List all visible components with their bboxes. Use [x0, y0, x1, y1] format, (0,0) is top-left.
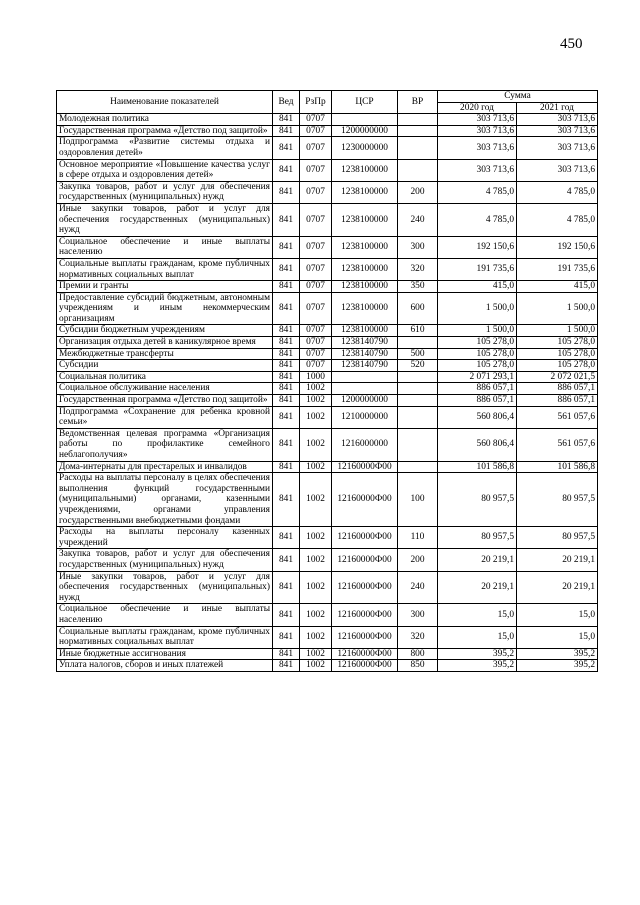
cell-csr: 1200000000	[332, 125, 398, 137]
cell-rzpr: 0707	[300, 292, 332, 325]
cell-name: Иные закупки товаров, работ и услуг для обеспечения государственных (муниципальных) нужд	[57, 571, 273, 604]
budget-table	[56, 90, 598, 672]
header-year-2021: 2021 год	[517, 102, 598, 114]
cell-ved: 841	[273, 159, 300, 181]
table-row	[57, 604, 598, 626]
cell-sum-2020: 20 219,1	[438, 571, 517, 604]
cell-name: Закупка товаров, работ и услуг для обеспечения государственных (муниципальных) нужд	[57, 181, 273, 203]
cell-ved: 841	[273, 473, 300, 527]
cell-sum-2021: 2 072 021,5	[517, 371, 598, 383]
cell-vr: 500	[398, 348, 438, 360]
cell-vr	[398, 395, 438, 407]
cell-sum-2021: 1 500,0	[517, 325, 598, 337]
cell-csr: 12160000Ф00	[332, 549, 398, 571]
cell-name: Подпрограмма «Развитие системы отдыха и оздоровления детей»	[57, 137, 273, 159]
cell-name: Социальные выплаты гражданам, кроме публичных нормативных социальных выплат	[57, 258, 273, 280]
cell-csr: 12160000Ф00	[332, 527, 398, 549]
table-row	[57, 292, 598, 325]
table-row	[57, 648, 598, 660]
table-row	[57, 125, 598, 137]
cell-vr: 200	[398, 181, 438, 203]
cell-name: Субсидии	[57, 360, 273, 372]
cell-vr	[398, 159, 438, 181]
cell-name: Предоставление субсидий бюджетным, автономным учреждениям и иным некоммерческим организациям	[57, 292, 273, 325]
cell-vr: 300	[398, 604, 438, 626]
cell-sum-2020: 105 278,0	[438, 360, 517, 372]
cell-ved: 841	[273, 114, 300, 126]
table-row	[57, 360, 598, 372]
cell-sum-2021: 395,2	[517, 660, 598, 672]
cell-vr: 850	[398, 660, 438, 672]
cell-ved: 841	[273, 461, 300, 473]
cell-sum-2020: 4 785,0	[438, 181, 517, 203]
cell-sum-2020: 303 713,6	[438, 137, 517, 159]
cell-sum-2020: 20 219,1	[438, 549, 517, 571]
table-row	[57, 159, 598, 181]
table-row	[57, 660, 598, 672]
cell-sum-2021: 192 150,6	[517, 236, 598, 258]
cell-rzpr: 0707	[300, 348, 332, 360]
cell-sum-2021: 886 057,1	[517, 383, 598, 395]
cell-name: Закупка товаров, работ и услуг для обеспечения государственных (муниципальных) нужд	[57, 549, 273, 571]
cell-sum-2020: 2 071 293,1	[438, 371, 517, 383]
cell-ved: 841	[273, 292, 300, 325]
cell-ved: 841	[273, 337, 300, 349]
cell-name: Социальное обеспечение и иные выплаты населению	[57, 604, 273, 626]
cell-sum-2021: 80 957,5	[517, 473, 598, 527]
cell-sum-2020: 101 586,8	[438, 461, 517, 473]
table-row	[57, 383, 598, 395]
cell-name: Субсидии бюджетным учреждениям	[57, 325, 273, 337]
cell-sum-2020: 80 957,5	[438, 473, 517, 527]
cell-name: Расходы на выплаты персоналу в целях обеспечения выполнения функций государственными (муниципальными) органами, казенными учреждениями, органами управления государственными внебюджетными фондами	[57, 473, 273, 527]
cell-rzpr: 1002	[300, 571, 332, 604]
cell-name: Расходы на выплаты персоналу казенных учреждений	[57, 527, 273, 549]
cell-name: Социальные выплаты гражданам, кроме публичных нормативных социальных выплат	[57, 626, 273, 648]
cell-sum-2021: 395,2	[517, 648, 598, 660]
cell-csr: 12160000Ф00	[332, 461, 398, 473]
cell-ved: 841	[273, 549, 300, 571]
cell-csr: 12160000Ф00	[332, 571, 398, 604]
table-row	[57, 395, 598, 407]
cell-name: Государственная программа «Детство под защитой»	[57, 395, 273, 407]
table-row	[57, 114, 598, 126]
table-row	[57, 337, 598, 349]
cell-vr	[398, 428, 438, 461]
cell-name: Социальная политика	[57, 371, 273, 383]
cell-rzpr: 1002	[300, 428, 332, 461]
header-sum: Сумма	[438, 91, 598, 103]
cell-sum-2020: 4 785,0	[438, 203, 517, 236]
cell-rzpr: 0707	[300, 281, 332, 293]
cell-csr: 1238100000	[332, 325, 398, 337]
cell-rzpr: 1002	[300, 473, 332, 527]
table-row	[57, 428, 598, 461]
header-csr: ЦСР	[332, 91, 398, 114]
cell-sum-2020: 415,0	[438, 281, 517, 293]
header-ved: Вед	[273, 91, 300, 114]
cell-rzpr: 1002	[300, 383, 332, 395]
cell-rzpr: 1002	[300, 406, 332, 428]
cell-rzpr: 1002	[300, 626, 332, 648]
cell-ved: 841	[273, 383, 300, 395]
cell-sum-2020: 105 278,0	[438, 337, 517, 349]
cell-csr: 12160000Ф00	[332, 604, 398, 626]
cell-csr: 1238100000	[332, 159, 398, 181]
cell-sum-2020: 80 957,5	[438, 527, 517, 549]
cell-vr: 100	[398, 473, 438, 527]
cell-csr: 1238100000	[332, 236, 398, 258]
cell-ved: 841	[273, 660, 300, 672]
cell-name: Государственная программа «Детство под защитой»	[57, 125, 273, 137]
cell-rzpr: 1002	[300, 648, 332, 660]
cell-vr: 110	[398, 527, 438, 549]
cell-ved: 841	[273, 236, 300, 258]
cell-vr	[398, 406, 438, 428]
cell-sum-2021: 191 735,6	[517, 258, 598, 280]
cell-vr: 610	[398, 325, 438, 337]
cell-csr: 1238100000	[332, 181, 398, 203]
cell-csr: 1200000000	[332, 395, 398, 407]
cell-csr: 1238100000	[332, 292, 398, 325]
cell-ved: 841	[273, 395, 300, 407]
cell-sum-2021: 303 713,6	[517, 159, 598, 181]
cell-rzpr: 0707	[300, 159, 332, 181]
header-year-2020: 2020 год	[438, 102, 517, 114]
cell-csr	[332, 371, 398, 383]
cell-sum-2020: 303 713,6	[438, 125, 517, 137]
cell-vr: 350	[398, 281, 438, 293]
cell-sum-2021: 20 219,1	[517, 549, 598, 571]
cell-sum-2021: 105 278,0	[517, 337, 598, 349]
cell-name: Молодежная политика	[57, 114, 273, 126]
cell-sum-2020: 303 713,6	[438, 114, 517, 126]
cell-vr	[398, 461, 438, 473]
cell-csr: 1230000000	[332, 137, 398, 159]
cell-vr: 240	[398, 571, 438, 604]
table-row	[57, 527, 598, 549]
cell-sum-2020: 1 500,0	[438, 292, 517, 325]
cell-vr	[398, 383, 438, 395]
table-row	[57, 181, 598, 203]
cell-rzpr: 1002	[300, 604, 332, 626]
cell-vr	[398, 125, 438, 137]
table-row	[57, 371, 598, 383]
cell-rzpr: 0707	[300, 236, 332, 258]
cell-ved: 841	[273, 203, 300, 236]
cell-sum-2021: 15,0	[517, 604, 598, 626]
header-name: Наименование показателей	[57, 91, 273, 114]
cell-ved: 841	[273, 626, 300, 648]
cell-vr: 200	[398, 549, 438, 571]
cell-sum-2021: 303 713,6	[517, 114, 598, 126]
table-row	[57, 203, 598, 236]
cell-ved: 841	[273, 428, 300, 461]
table-row	[57, 473, 598, 527]
cell-sum-2021: 105 278,0	[517, 360, 598, 372]
cell-sum-2021: 4 785,0	[517, 203, 598, 236]
cell-csr: 12160000Ф00	[332, 660, 398, 672]
table-row	[57, 281, 598, 293]
cell-ved: 841	[273, 604, 300, 626]
cell-ved: 841	[273, 325, 300, 337]
header-rzpr: РзПр	[300, 91, 332, 114]
cell-rzpr: 0707	[300, 360, 332, 372]
cell-rzpr: 1002	[300, 527, 332, 549]
cell-ved: 841	[273, 348, 300, 360]
cell-csr: 12160000Ф00	[332, 626, 398, 648]
cell-sum-2020: 1 500,0	[438, 325, 517, 337]
cell-name: Основное мероприятие «Повышение качества услуг в сфере отдыха и оздоровления детей»	[57, 159, 273, 181]
cell-ved: 841	[273, 406, 300, 428]
cell-csr: 1216000000	[332, 428, 398, 461]
cell-sum-2021: 20 219,1	[517, 571, 598, 604]
cell-csr	[332, 114, 398, 126]
cell-rzpr: 0707	[300, 125, 332, 137]
cell-vr: 800	[398, 648, 438, 660]
cell-rzpr: 1002	[300, 395, 332, 407]
cell-sum-2021: 561 057,6	[517, 428, 598, 461]
cell-name: Дома-интернаты для престарелых и инвалидов	[57, 461, 273, 473]
cell-csr: 12160000Ф00	[332, 648, 398, 660]
table-row	[57, 549, 598, 571]
cell-sum-2020: 15,0	[438, 626, 517, 648]
cell-rzpr: 0707	[300, 114, 332, 126]
cell-name: Ведомственная целевая программа «Организация работы по профилактике семейного неблагополучия»	[57, 428, 273, 461]
cell-rzpr: 0707	[300, 137, 332, 159]
cell-ved: 841	[273, 371, 300, 383]
cell-sum-2021: 303 713,6	[517, 137, 598, 159]
cell-csr: 1210000000	[332, 406, 398, 428]
cell-name: Премии и гранты	[57, 281, 273, 293]
cell-sum-2020: 395,2	[438, 660, 517, 672]
cell-rzpr: 0707	[300, 258, 332, 280]
cell-sum-2020: 192 150,6	[438, 236, 517, 258]
cell-vr	[398, 371, 438, 383]
cell-name: Подпрограмма «Сохранение для ребенка кровной семьи»	[57, 406, 273, 428]
cell-vr: 240	[398, 203, 438, 236]
cell-csr: 1238100000	[332, 281, 398, 293]
cell-rzpr: 0707	[300, 203, 332, 236]
cell-vr	[398, 114, 438, 126]
cell-csr: 1238100000	[332, 258, 398, 280]
cell-ved: 841	[273, 258, 300, 280]
cell-sum-2021: 886 057,1	[517, 395, 598, 407]
cell-sum-2021: 415,0	[517, 281, 598, 293]
cell-csr: 12160000Ф00	[332, 473, 398, 527]
table-row	[57, 258, 598, 280]
cell-csr: 1238100000	[332, 203, 398, 236]
cell-sum-2021: 303 713,6	[517, 125, 598, 137]
cell-name: Уплата налогов, сборов и иных платежей	[57, 660, 273, 672]
cell-sum-2020: 886 057,1	[438, 395, 517, 407]
cell-ved: 841	[273, 571, 300, 604]
cell-vr	[398, 337, 438, 349]
cell-rzpr: 1002	[300, 660, 332, 672]
cell-rzpr: 1002	[300, 461, 332, 473]
cell-vr: 600	[398, 292, 438, 325]
cell-sum-2020: 886 057,1	[438, 383, 517, 395]
cell-sum-2021: 561 057,6	[517, 406, 598, 428]
cell-vr: 320	[398, 258, 438, 280]
table-row	[57, 626, 598, 648]
cell-sum-2020: 15,0	[438, 604, 517, 626]
table-header	[57, 91, 598, 114]
cell-sum-2020: 560 806,4	[438, 406, 517, 428]
cell-rzpr: 1002	[300, 549, 332, 571]
cell-name: Межбюджетные трансферты	[57, 348, 273, 360]
cell-ved: 841	[273, 137, 300, 159]
cell-ved: 841	[273, 281, 300, 293]
table-row	[57, 236, 598, 258]
table-row	[57, 406, 598, 428]
cell-sum-2020: 395,2	[438, 648, 517, 660]
cell-name: Иные бюджетные ассигнования	[57, 648, 273, 660]
cell-sum-2020: 105 278,0	[438, 348, 517, 360]
cell-csr: 1238140790	[332, 348, 398, 360]
cell-vr: 300	[398, 236, 438, 258]
cell-ved: 841	[273, 527, 300, 549]
cell-csr: 1238140790	[332, 337, 398, 349]
cell-csr: 1238140790	[332, 360, 398, 372]
cell-name: Социальное обеспечение и иные выплаты населению	[57, 236, 273, 258]
table-row	[57, 461, 598, 473]
cell-sum-2020: 560 806,4	[438, 428, 517, 461]
table-row	[57, 571, 598, 604]
header-vr: ВР	[398, 91, 438, 114]
page-number: 450	[560, 36, 583, 52]
cell-sum-2020: 191 735,6	[438, 258, 517, 280]
cell-vr: 520	[398, 360, 438, 372]
cell-sum-2021: 4 785,0	[517, 181, 598, 203]
cell-ved: 841	[273, 648, 300, 660]
table-row	[57, 137, 598, 159]
cell-name: Социальное обслуживание населения	[57, 383, 273, 395]
cell-name: Организация отдыха детей в каникулярное время	[57, 337, 273, 349]
cell-csr	[332, 383, 398, 395]
cell-rzpr: 0707	[300, 325, 332, 337]
table-row	[57, 325, 598, 337]
cell-rzpr: 0707	[300, 337, 332, 349]
cell-rzpr: 0707	[300, 181, 332, 203]
cell-rzpr: 1000	[300, 371, 332, 383]
cell-name: Иные закупки товаров, работ и услуг для обеспечения государственных (муниципальных) нужд	[57, 203, 273, 236]
cell-ved: 841	[273, 125, 300, 137]
cell-sum-2021: 15,0	[517, 626, 598, 648]
cell-sum-2021: 80 957,5	[517, 527, 598, 549]
table-body	[57, 114, 598, 672]
table-row	[57, 348, 598, 360]
cell-ved: 841	[273, 360, 300, 372]
cell-sum-2021: 105 278,0	[517, 348, 598, 360]
cell-ved: 841	[273, 181, 300, 203]
cell-vr: 320	[398, 626, 438, 648]
cell-sum-2021: 1 500,0	[517, 292, 598, 325]
cell-sum-2020: 303 713,6	[438, 159, 517, 181]
cell-sum-2021: 101 586,8	[517, 461, 598, 473]
cell-vr	[398, 137, 438, 159]
